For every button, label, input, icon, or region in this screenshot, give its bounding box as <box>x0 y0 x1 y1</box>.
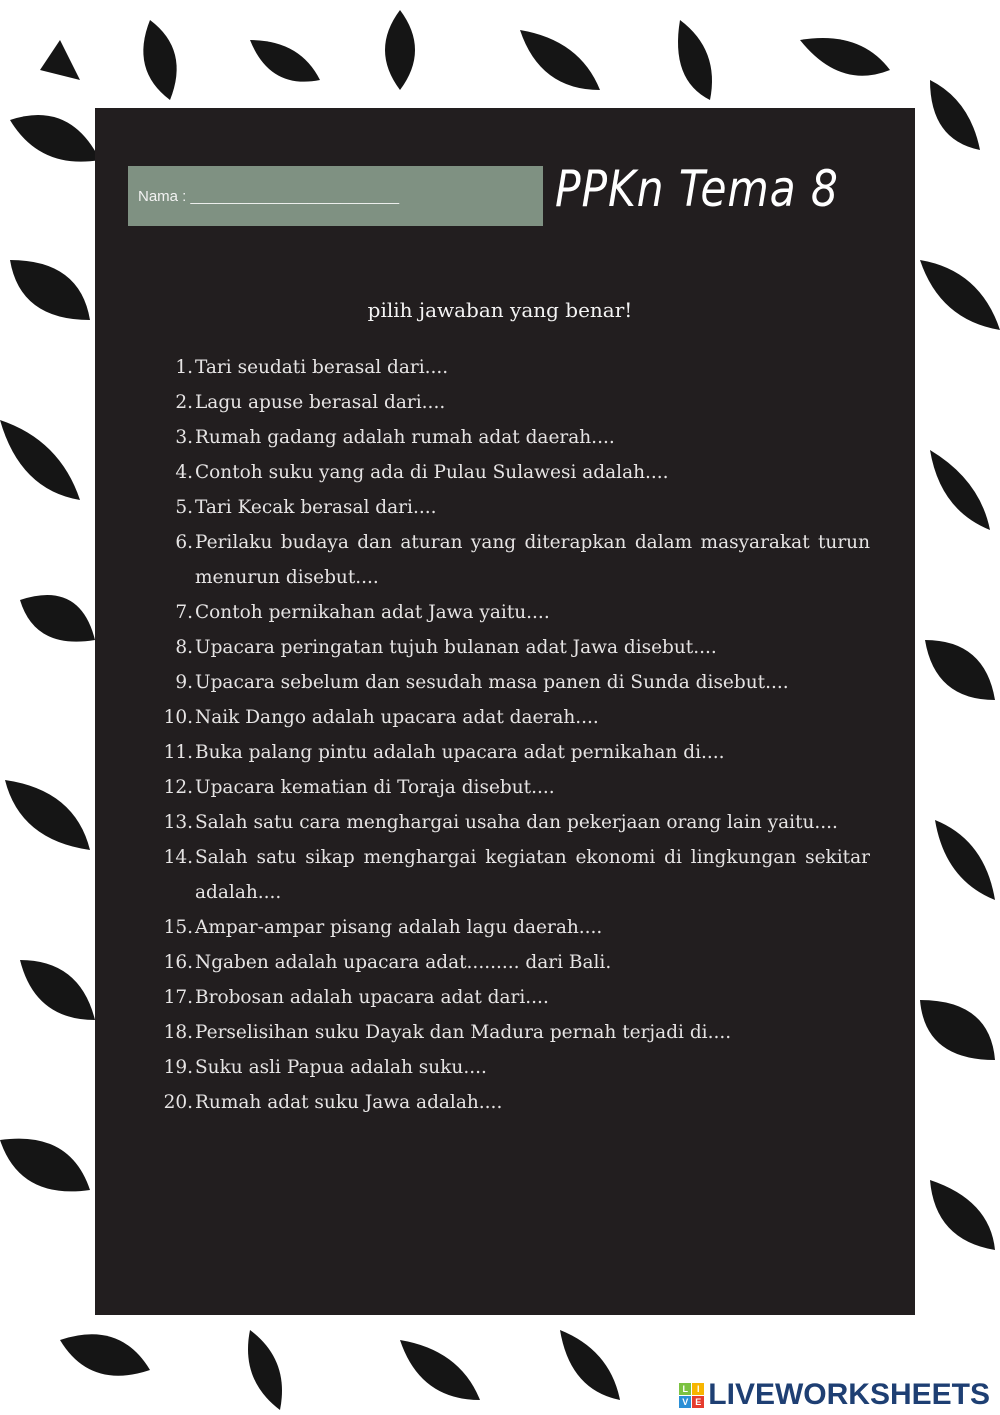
question-text: Brobosan adalah upacara adat dari.... <box>195 987 549 1008</box>
question-text: Contoh pernikahan adat Jawa yaitu.... <box>195 602 550 623</box>
question-item <box>155 1050 870 1085</box>
question-item <box>155 420 870 455</box>
page-title: PPKn Tema 8 <box>555 160 839 218</box>
question-item <box>155 595 870 630</box>
question-number: 19. <box>163 1057 193 1078</box>
question-item <box>155 805 870 840</box>
question-text: Salah satu cara menghargai usaha dan pekerjaan orang lain yaitu.... <box>195 812 838 833</box>
question-number: 5. <box>175 497 193 518</box>
question-number: 8. <box>175 637 193 658</box>
question-number: 18. <box>163 1022 193 1043</box>
question-text: Tari Kecak berasal dari.... <box>195 497 437 518</box>
question-item <box>155 735 870 770</box>
question-item <box>155 385 870 420</box>
question-item <box>155 770 870 805</box>
question-number: 13. <box>163 812 193 833</box>
question-text: Naik Dango adalah upacara adat daerah.... <box>195 707 599 728</box>
name-field[interactable]: Nama : _________________________ <box>128 166 543 226</box>
question-number: 7. <box>175 602 193 623</box>
question-item <box>155 665 870 700</box>
question-text: Ampar-ampar pisang adalah lagu daerah.... <box>195 917 603 938</box>
question-item <box>155 350 870 385</box>
question-item <box>155 525 870 595</box>
logo-block: L <box>679 1383 691 1395</box>
question-number: 14. <box>163 847 193 868</box>
question-text: Ngaben adalah upacara adat......... dari Bali. <box>195 952 612 973</box>
question-text: Upacara sebelum dan sesudah masa panen di Sunda disebut.... <box>195 672 789 693</box>
question-text: Salah satu sikap menghargai kegiatan ekonomi di lingkungan sekitar adalah.... <box>195 847 870 903</box>
question-item <box>155 455 870 490</box>
question-item <box>155 700 870 735</box>
logo-block: E <box>692 1396 704 1408</box>
question-text: Upacara peringatan tujuh bulanan adat Jawa disebut.... <box>195 637 717 658</box>
question-text: Contoh suku yang ada di Pulau Sulawesi adalah.... <box>195 462 669 483</box>
question-item <box>155 945 870 980</box>
question-text: Suku asli Papua adalah suku.... <box>195 1057 487 1078</box>
logo-text: LIVEWORKSHEETS <box>708 1378 990 1411</box>
question-number: 16. <box>163 952 193 973</box>
question-number: 15. <box>163 917 193 938</box>
logo-block: I <box>692 1383 704 1395</box>
question-item <box>155 1015 870 1050</box>
question-number: 20. <box>163 1092 193 1113</box>
question-number: 10. <box>163 707 193 728</box>
question-text: Perselisihan suku Dayak dan Madura pernah terjadi di.... <box>195 1022 732 1043</box>
question-text: Rumah adat suku Jawa adalah.... <box>195 1092 503 1113</box>
question-text: Rumah gadang adalah rumah adat daerah.... <box>195 427 615 448</box>
question-item <box>155 490 870 525</box>
question-text: Perilaku budaya dan aturan yang diterapkan dalam masyarakat turun menurun disebut.... <box>195 532 870 588</box>
question-number: 11. <box>163 742 193 763</box>
question-number: 1. <box>175 357 193 378</box>
liveworksheets-logo <box>679 1378 990 1412</box>
question-number: 2. <box>175 392 193 413</box>
question-number: 12. <box>163 777 193 798</box>
question-item <box>155 910 870 945</box>
question-list <box>155 350 870 1120</box>
question-number: 6. <box>175 532 193 553</box>
question-text: Tari seudati berasal dari.... <box>195 357 449 378</box>
question-number: 4. <box>175 462 193 483</box>
question-text: Upacara kematian di Toraja disebut.... <box>195 777 555 798</box>
question-text: Lagu apuse berasal dari.... <box>195 392 446 413</box>
question-text: Buka palang pintu adalah upacara adat pernikahan di.... <box>195 742 725 763</box>
logo-blocks-icon <box>679 1383 704 1408</box>
question-number: 17. <box>163 987 193 1008</box>
question-number: 3. <box>175 427 193 448</box>
logo-block: V <box>679 1396 691 1408</box>
instruction: pilih jawaban yang benar! <box>367 298 633 322</box>
question-item <box>155 1085 870 1120</box>
question-item <box>155 980 870 1015</box>
question-item <box>155 630 870 665</box>
question-item <box>155 840 870 910</box>
question-number: 9. <box>175 672 193 693</box>
